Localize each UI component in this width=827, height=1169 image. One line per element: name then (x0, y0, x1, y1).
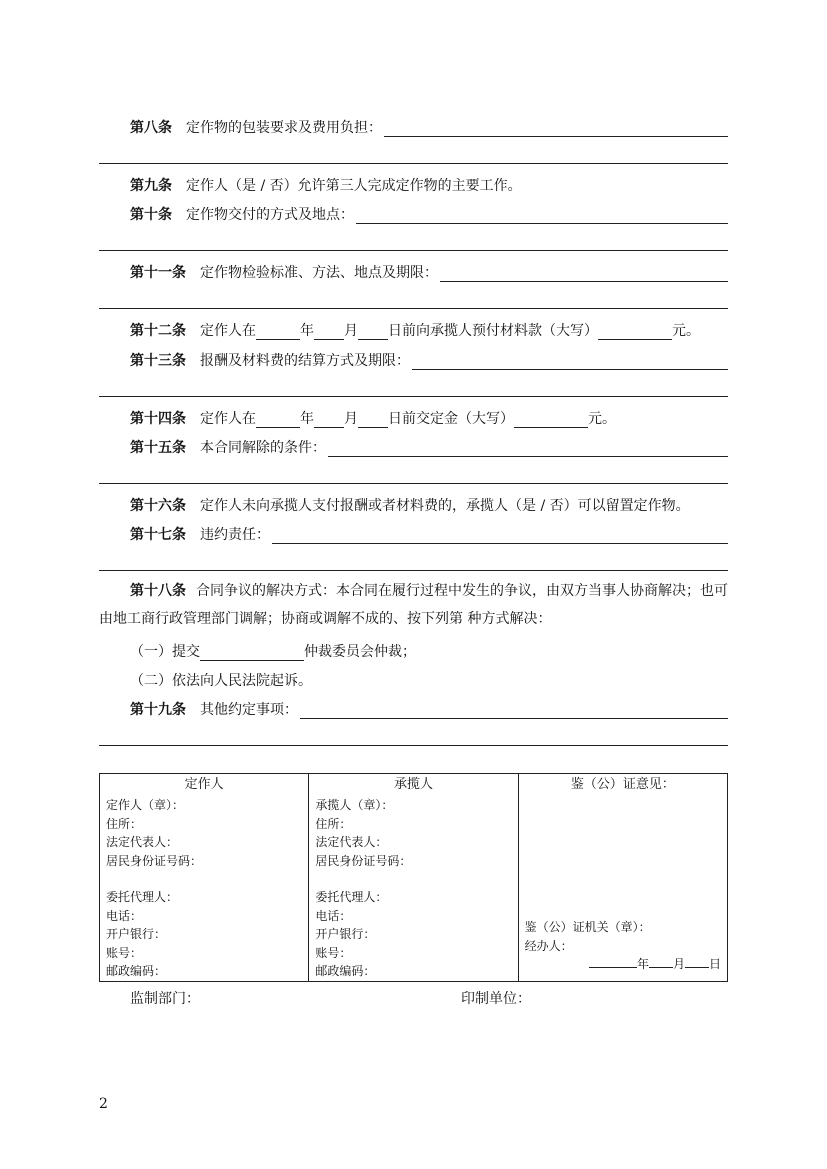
notary-month-blank[interactable] (649, 955, 673, 968)
notary-day-blank[interactable] (685, 955, 709, 968)
article-18-text: 合同争议的解决方式：本合同在履行过程中发生的争议，由双方当事人协商解决；也可由地工商行政管理部门调解；协商或调解不成的、按下列第 种方式解决： (99, 583, 728, 627)
article-14-amount-blank[interactable] (514, 413, 588, 428)
notary-day-label: 日 (708, 957, 721, 971)
page-number: 2 (99, 1096, 108, 1112)
article-16-line (130, 493, 732, 515)
contractor-legal-rep-field[interactable]: 法定代表人： (106, 835, 179, 849)
contractor-postcode-field[interactable]: 邮政编码： (106, 964, 167, 978)
article-15-continuation-rule[interactable] (99, 483, 728, 484)
notary-org-field[interactable]: 鉴（公）证机关（章）： (524, 920, 651, 934)
contractee-phone-field[interactable]: 电话： (315, 908, 352, 923)
article-14-text-2: 日前交定金（大写） (388, 411, 514, 427)
article-14-month-label: 月 (344, 411, 358, 427)
notary-month-label: 月 (672, 957, 685, 971)
article-14-day-blank[interactable] (358, 413, 388, 428)
contractee-cell (309, 774, 518, 982)
article-16-text: 定作人未向承揽人支付报酬或者材料费的，承揽人（是 / 否）可以留置定作物。 (200, 498, 690, 514)
article-13-line (130, 348, 728, 370)
notary-year-blank[interactable] (589, 955, 637, 968)
article-15-text: 本合同解除的条件： (200, 440, 326, 456)
article-19-blank[interactable] (300, 717, 728, 719)
article-15-label: 第十五条 (130, 440, 186, 456)
article-17-line (130, 522, 728, 544)
article-14-year-blank[interactable] (256, 413, 300, 428)
contractee-seal-field[interactable]: 承揽人（章）： (315, 798, 394, 812)
article-18-label: 第十八条 (130, 583, 186, 599)
article-15-blank[interactable] (328, 455, 728, 457)
article-13-label: 第十三条 (130, 353, 186, 369)
contractor-id-field[interactable]: 居民身份证号码： (106, 853, 203, 868)
article-12-line (130, 318, 728, 340)
article-8-label: 第八条 (130, 120, 172, 136)
article-10-blank[interactable] (356, 222, 728, 224)
contractor-agent-field[interactable]: 委托代理人： (106, 890, 179, 904)
article-12-year-label: 年 (300, 323, 314, 339)
article-17-label: 第十七条 (130, 527, 186, 543)
article-8-line (130, 115, 728, 137)
article-12-day-blank[interactable] (358, 325, 388, 340)
arbitration-committee-blank[interactable] (200, 646, 304, 661)
contractee-bank-field[interactable]: 开户银行： (315, 927, 376, 941)
article-19-line (130, 697, 728, 719)
article-12-month-blank[interactable] (314, 325, 344, 340)
dispute-option-2 (130, 668, 728, 690)
article-17-blank[interactable] (272, 542, 728, 544)
article-12-unit: 元。 (672, 323, 700, 339)
article-11-text: 定作物检验标准、方法、地点及期限： (200, 265, 438, 281)
article-14-label: 第十四条 (130, 411, 186, 427)
contractee-heading: 承揽人 (393, 777, 433, 792)
contractee-id-field[interactable]: 居民身份证号码： (315, 853, 412, 868)
contractor-seal-field[interactable]: 定作人（章）： (106, 798, 185, 812)
notary-handler-field[interactable]: 经办人： (524, 938, 573, 953)
contractor-account-field[interactable]: 账号： (106, 945, 143, 960)
article-12-label: 第十二条 (130, 323, 186, 339)
article-19-text: 其他约定事项： (200, 702, 298, 718)
dispute-option-1-suffix: 仲裁委员会仲裁； (304, 644, 416, 660)
article-8-blank[interactable] (384, 135, 728, 137)
dispute-option-1-text: （一）提交 (130, 644, 200, 660)
contractee-account-field[interactable]: 账号： (315, 945, 352, 960)
article-13-blank[interactable] (412, 368, 728, 370)
printer-label: 印制单位： (461, 991, 531, 1007)
article-17-continuation-rule[interactable] (99, 570, 728, 571)
contractee-legal-rep-field[interactable]: 法定代表人： (315, 835, 388, 849)
article-10-label: 第十条 (130, 207, 172, 223)
article-9-text: 定作人（是 / 否）允许第三人完成定作物的主要工作。 (186, 178, 522, 194)
article-19-label: 第十九条 (130, 702, 186, 718)
notary-year-label: 年 (636, 957, 649, 971)
article-13-text: 报酬及材料费的结算方式及期限： (200, 353, 410, 369)
article-12-text-1: 定作人在 (200, 323, 256, 339)
supervisor-label: 监制部门： (130, 991, 200, 1007)
article-14-line (130, 406, 728, 428)
article-12-year-blank[interactable] (256, 325, 300, 340)
notary-cell (518, 774, 727, 982)
article-15-line (130, 435, 728, 457)
article-12-amount-blank[interactable] (598, 325, 672, 340)
article-11-blank[interactable] (440, 280, 728, 282)
signature-table (99, 773, 728, 982)
article-14-text-1: 定作人在 (200, 411, 256, 427)
contractee-agent-field[interactable]: 委托代理人： (315, 890, 388, 904)
article-14-month-blank[interactable] (314, 413, 344, 428)
contractee-address-field[interactable]: 住所： (315, 816, 352, 831)
article-17-text: 违约责任： (200, 527, 270, 543)
article-9-label: 第九条 (130, 178, 172, 194)
article-11-continuation-rule[interactable] (99, 308, 728, 309)
article-10-line (130, 202, 728, 224)
contractee-postcode-field[interactable]: 邮政编码： (315, 964, 376, 978)
contractor-phone-field[interactable]: 电话： (106, 908, 143, 923)
article-14-year-label: 年 (300, 411, 314, 427)
article-8-text: 定作物的包装要求及费用负担： (186, 120, 382, 136)
article-8-continuation-rule[interactable] (99, 163, 728, 164)
article-10-continuation-rule[interactable] (99, 250, 728, 251)
article-14-unit: 元。 (588, 411, 616, 427)
dispute-option-1 (130, 639, 728, 661)
notary-heading: 鉴（公）证意见： (570, 777, 675, 792)
notary-date (525, 955, 721, 974)
article-18-paragraph (99, 577, 728, 633)
article-13-continuation-rule[interactable] (99, 396, 728, 397)
article-11-line (130, 260, 728, 282)
article-9-line (130, 173, 728, 195)
dispute-option-2-text: （二）依法向人民法院起诉。 (130, 673, 312, 689)
notary-opinion-area[interactable] (525, 796, 721, 918)
contractor-address-field[interactable]: 住所： (106, 816, 143, 831)
article-16-label: 第十六条 (130, 498, 186, 514)
article-12-month-label: 月 (344, 323, 358, 339)
contractor-heading: 定作人 (184, 777, 224, 792)
article-11-label: 第十一条 (130, 265, 186, 281)
article-19-continuation-rule[interactable] (99, 745, 728, 746)
contractor-cell (100, 774, 309, 982)
article-12-text-2: 日前向承揽人预付材料款（大写） (388, 323, 598, 339)
contractor-bank-field[interactable]: 开户银行： (106, 927, 167, 941)
article-10-text: 定作物交付的方式及地点： (186, 207, 354, 223)
